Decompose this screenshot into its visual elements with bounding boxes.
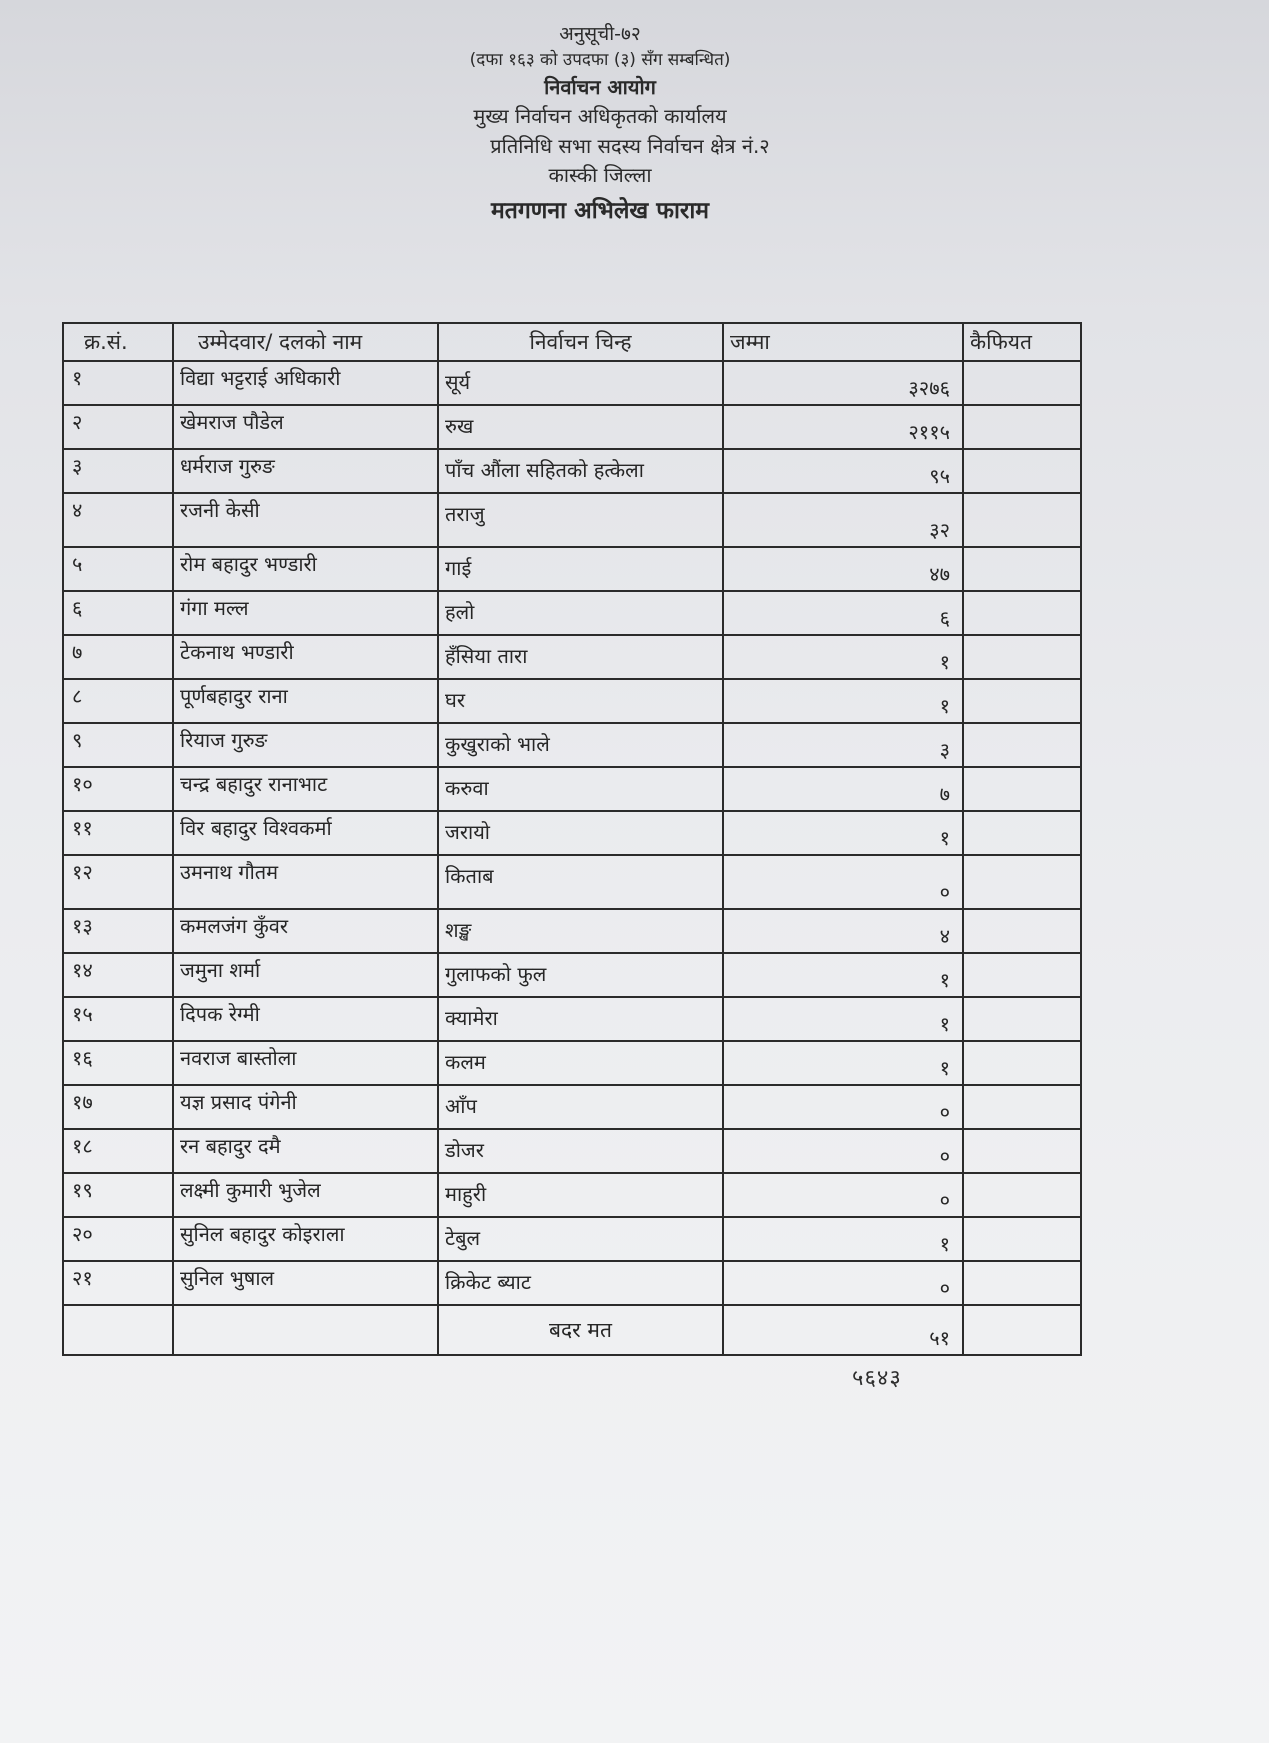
election-symbol-cell: कलम	[438, 1041, 723, 1085]
vote-total-cell: ६	[723, 591, 963, 635]
serial-cell: ६	[63, 591, 173, 635]
remarks-cell	[963, 723, 1081, 767]
table-row	[63, 679, 1081, 723]
election-symbol-cell: शङ्ख	[438, 909, 723, 953]
table-row	[63, 361, 1081, 405]
candidate-name-cell: सुनिल बहादुर कोइराला	[173, 1217, 438, 1261]
remarks-cell	[963, 405, 1081, 449]
election-symbol-cell: गाई	[438, 547, 723, 591]
table-row	[63, 1217, 1081, 1261]
table-row	[63, 1129, 1081, 1173]
grand-total: ५६४३	[852, 1366, 902, 1391]
candidate-name-cell: चन्द्र बहादुर रानाभाट	[173, 767, 438, 811]
election-symbol-cell: घर	[438, 679, 723, 723]
vote-total-cell: १	[723, 1041, 963, 1085]
vote-total-cell: ३२७६	[723, 361, 963, 405]
candidate-name-cell: रोम बहादुर भण्डारी	[173, 547, 438, 591]
vote-total-cell: ०	[723, 1173, 963, 1217]
remarks-cell	[963, 1085, 1081, 1129]
commission-name: निर्वाचन आयोग	[544, 75, 656, 99]
candidate-name-cell: धर्मराज गुरुङ	[173, 449, 438, 493]
table-row	[63, 1085, 1081, 1129]
vote-total-cell: १	[723, 811, 963, 855]
form-title: मतगणना अभिलेख फाराम	[490, 198, 710, 224]
remarks-cell	[963, 1305, 1081, 1355]
serial-cell: ३	[63, 449, 173, 493]
candidate-name-cell: विद्या भट्टराई अधिकारी	[173, 361, 438, 405]
election-symbol-cell: तराजु	[438, 493, 723, 547]
candidate-name-cell: कमलजंग कुँवर	[173, 909, 438, 953]
serial-cell: ९	[63, 723, 173, 767]
remarks-cell	[963, 679, 1081, 723]
serial-cell: १४	[63, 953, 173, 997]
remarks-cell	[963, 855, 1081, 909]
candidate-name-cell: जमुना शर्मा	[173, 953, 438, 997]
remarks-cell	[963, 591, 1081, 635]
candidate-name-cell	[173, 1305, 438, 1355]
serial-cell: १	[63, 361, 173, 405]
table-row	[63, 547, 1081, 591]
table-row	[63, 1173, 1081, 1217]
serial-cell: १२	[63, 855, 173, 909]
election-symbol-cell: क्रिकेट ब्याट	[438, 1261, 723, 1305]
election-symbol-cell: गुलाफको फुल	[438, 953, 723, 997]
invalid-votes-label: बदर मत	[438, 1305, 723, 1355]
candidate-name-cell: गंगा मल्ल	[173, 591, 438, 635]
district-name: कास्की जिल्ला	[548, 163, 652, 187]
vote-total-cell: १	[723, 953, 963, 997]
candidate-name-cell: नवराज बास्तोला	[173, 1041, 438, 1085]
candidate-name-cell: टेकनाथ भण्डारी	[173, 635, 438, 679]
table-row	[63, 493, 1081, 547]
vote-total-cell: ७	[723, 767, 963, 811]
table-row	[63, 1261, 1081, 1305]
serial-cell: २१	[63, 1261, 173, 1305]
remarks-cell	[963, 493, 1081, 547]
table-row	[63, 811, 1081, 855]
remarks-cell	[963, 1261, 1081, 1305]
vote-total-cell: ४	[723, 909, 963, 953]
candidate-name-cell: रजनी केसी	[173, 493, 438, 547]
candidate-name-cell: सुनिल भुषाल	[173, 1261, 438, 1305]
candidate-name-cell: विर बहादुर विश्वकर्मा	[173, 811, 438, 855]
remarks-cell	[963, 1173, 1081, 1217]
election-symbol-cell: हँसिया तारा	[438, 635, 723, 679]
candidate-name-cell: उमनाथ गौतम	[173, 855, 438, 909]
serial-cell: ५	[63, 547, 173, 591]
remarks-cell	[963, 635, 1081, 679]
vote-total-cell: ३	[723, 723, 963, 767]
serial-cell: २	[63, 405, 173, 449]
table-row	[63, 997, 1081, 1041]
remarks-cell	[963, 997, 1081, 1041]
table-row	[63, 635, 1081, 679]
candidate-name-cell: लक्ष्मी कुमारी भुजेल	[173, 1173, 438, 1217]
table-row	[63, 909, 1081, 953]
election-symbol-cell: पाँच औंला सहितको हत्केला	[438, 449, 723, 493]
election-symbol-cell: कुखुराको भाले	[438, 723, 723, 767]
invalid-votes-total: ५१	[723, 1305, 963, 1355]
serial-cell: १७	[63, 1085, 173, 1129]
table-row	[63, 953, 1081, 997]
candidate-name-cell: रियाज गुरुङ	[173, 723, 438, 767]
candidate-name-cell: पूर्णबहादुर राना	[173, 679, 438, 723]
serial-cell: १०	[63, 767, 173, 811]
election-symbol-cell: माहुरी	[438, 1173, 723, 1217]
remarks-cell	[963, 811, 1081, 855]
remarks-cell	[963, 767, 1081, 811]
table-header-row	[63, 323, 1081, 361]
serial-cell: ११	[63, 811, 173, 855]
remarks-cell	[963, 953, 1081, 997]
vote-total-cell: १	[723, 997, 963, 1041]
election-symbol-cell: सूर्य	[438, 361, 723, 405]
remarks-cell	[963, 449, 1081, 493]
office-name: मुख्य निर्वाचन अधिकृतको कार्यालय	[473, 104, 727, 128]
candidate-name-cell: दिपक रेग्मी	[173, 997, 438, 1041]
schedule-number: अनुसूची-७२	[559, 23, 641, 45]
remarks-cell	[963, 909, 1081, 953]
serial-cell: ७	[63, 635, 173, 679]
election-symbol-cell: आँप	[438, 1085, 723, 1129]
remarks-cell	[963, 361, 1081, 405]
vote-total-cell: ४७	[723, 547, 963, 591]
vote-total-cell: ३२	[723, 493, 963, 547]
candidate-name-cell: रन बहादुर दमै	[173, 1129, 438, 1173]
vote-total-cell: १	[723, 1217, 963, 1261]
invalid-votes-row	[63, 1305, 1081, 1355]
table-row	[63, 591, 1081, 635]
serial-cell: १३	[63, 909, 173, 953]
table-row	[63, 449, 1081, 493]
constituency-name: प्रतिनिधि सभा सदस्य निर्वाचन क्षेत्र नं.२	[490, 134, 770, 158]
table-row	[63, 1041, 1081, 1085]
vote-total-cell: १	[723, 679, 963, 723]
vote-total-cell: १	[723, 635, 963, 679]
table-row	[63, 855, 1081, 909]
vote-total-cell: २११५	[723, 405, 963, 449]
serial-cell: ४	[63, 493, 173, 547]
serial-cell: १५	[63, 997, 173, 1041]
column-header-total: जम्मा	[723, 323, 963, 361]
vote-total-cell: ०	[723, 1261, 963, 1305]
column-header-serial: क्र.सं.	[63, 323, 173, 361]
election-symbol-cell: क्यामेरा	[438, 997, 723, 1041]
vote-total-cell: ०	[723, 855, 963, 909]
candidate-name-cell: खेमराज पौडेल	[173, 405, 438, 449]
serial-cell	[63, 1305, 173, 1355]
remarks-cell	[963, 1217, 1081, 1261]
election-symbol-cell: टेबुल	[438, 1217, 723, 1261]
serial-cell: ८	[63, 679, 173, 723]
vote-count-table	[62, 322, 1082, 1356]
election-symbol-cell: रुख	[438, 405, 723, 449]
column-header-remarks: कैफियत	[963, 323, 1081, 361]
serial-cell: २०	[63, 1217, 173, 1261]
vote-total-cell: ९५	[723, 449, 963, 493]
table-row	[63, 723, 1081, 767]
remarks-cell	[963, 547, 1081, 591]
election-symbol-cell: डोजर	[438, 1129, 723, 1173]
serial-cell: १८	[63, 1129, 173, 1173]
column-header-candidate: उम्मेदवार/ दलको नाम	[173, 323, 438, 361]
section-reference: (दफा १६३ को उपदफा (३) सँग सम्बन्धित)	[469, 50, 731, 70]
vote-total-cell: ०	[723, 1085, 963, 1129]
serial-cell: १९	[63, 1173, 173, 1217]
election-symbol-cell: करुवा	[438, 767, 723, 811]
election-symbol-cell: जरायो	[438, 811, 723, 855]
remarks-cell	[963, 1041, 1081, 1085]
remarks-cell	[963, 1129, 1081, 1173]
serial-cell: १६	[63, 1041, 173, 1085]
table-row	[63, 405, 1081, 449]
vote-total-cell: ०	[723, 1129, 963, 1173]
election-symbol-cell: हलो	[438, 591, 723, 635]
column-header-symbol: निर्वाचन चिन्ह	[438, 323, 723, 361]
election-symbol-cell: किताब	[438, 855, 723, 909]
table-row	[63, 767, 1081, 811]
candidate-name-cell: यज्ञ प्रसाद पंगेनी	[173, 1085, 438, 1129]
